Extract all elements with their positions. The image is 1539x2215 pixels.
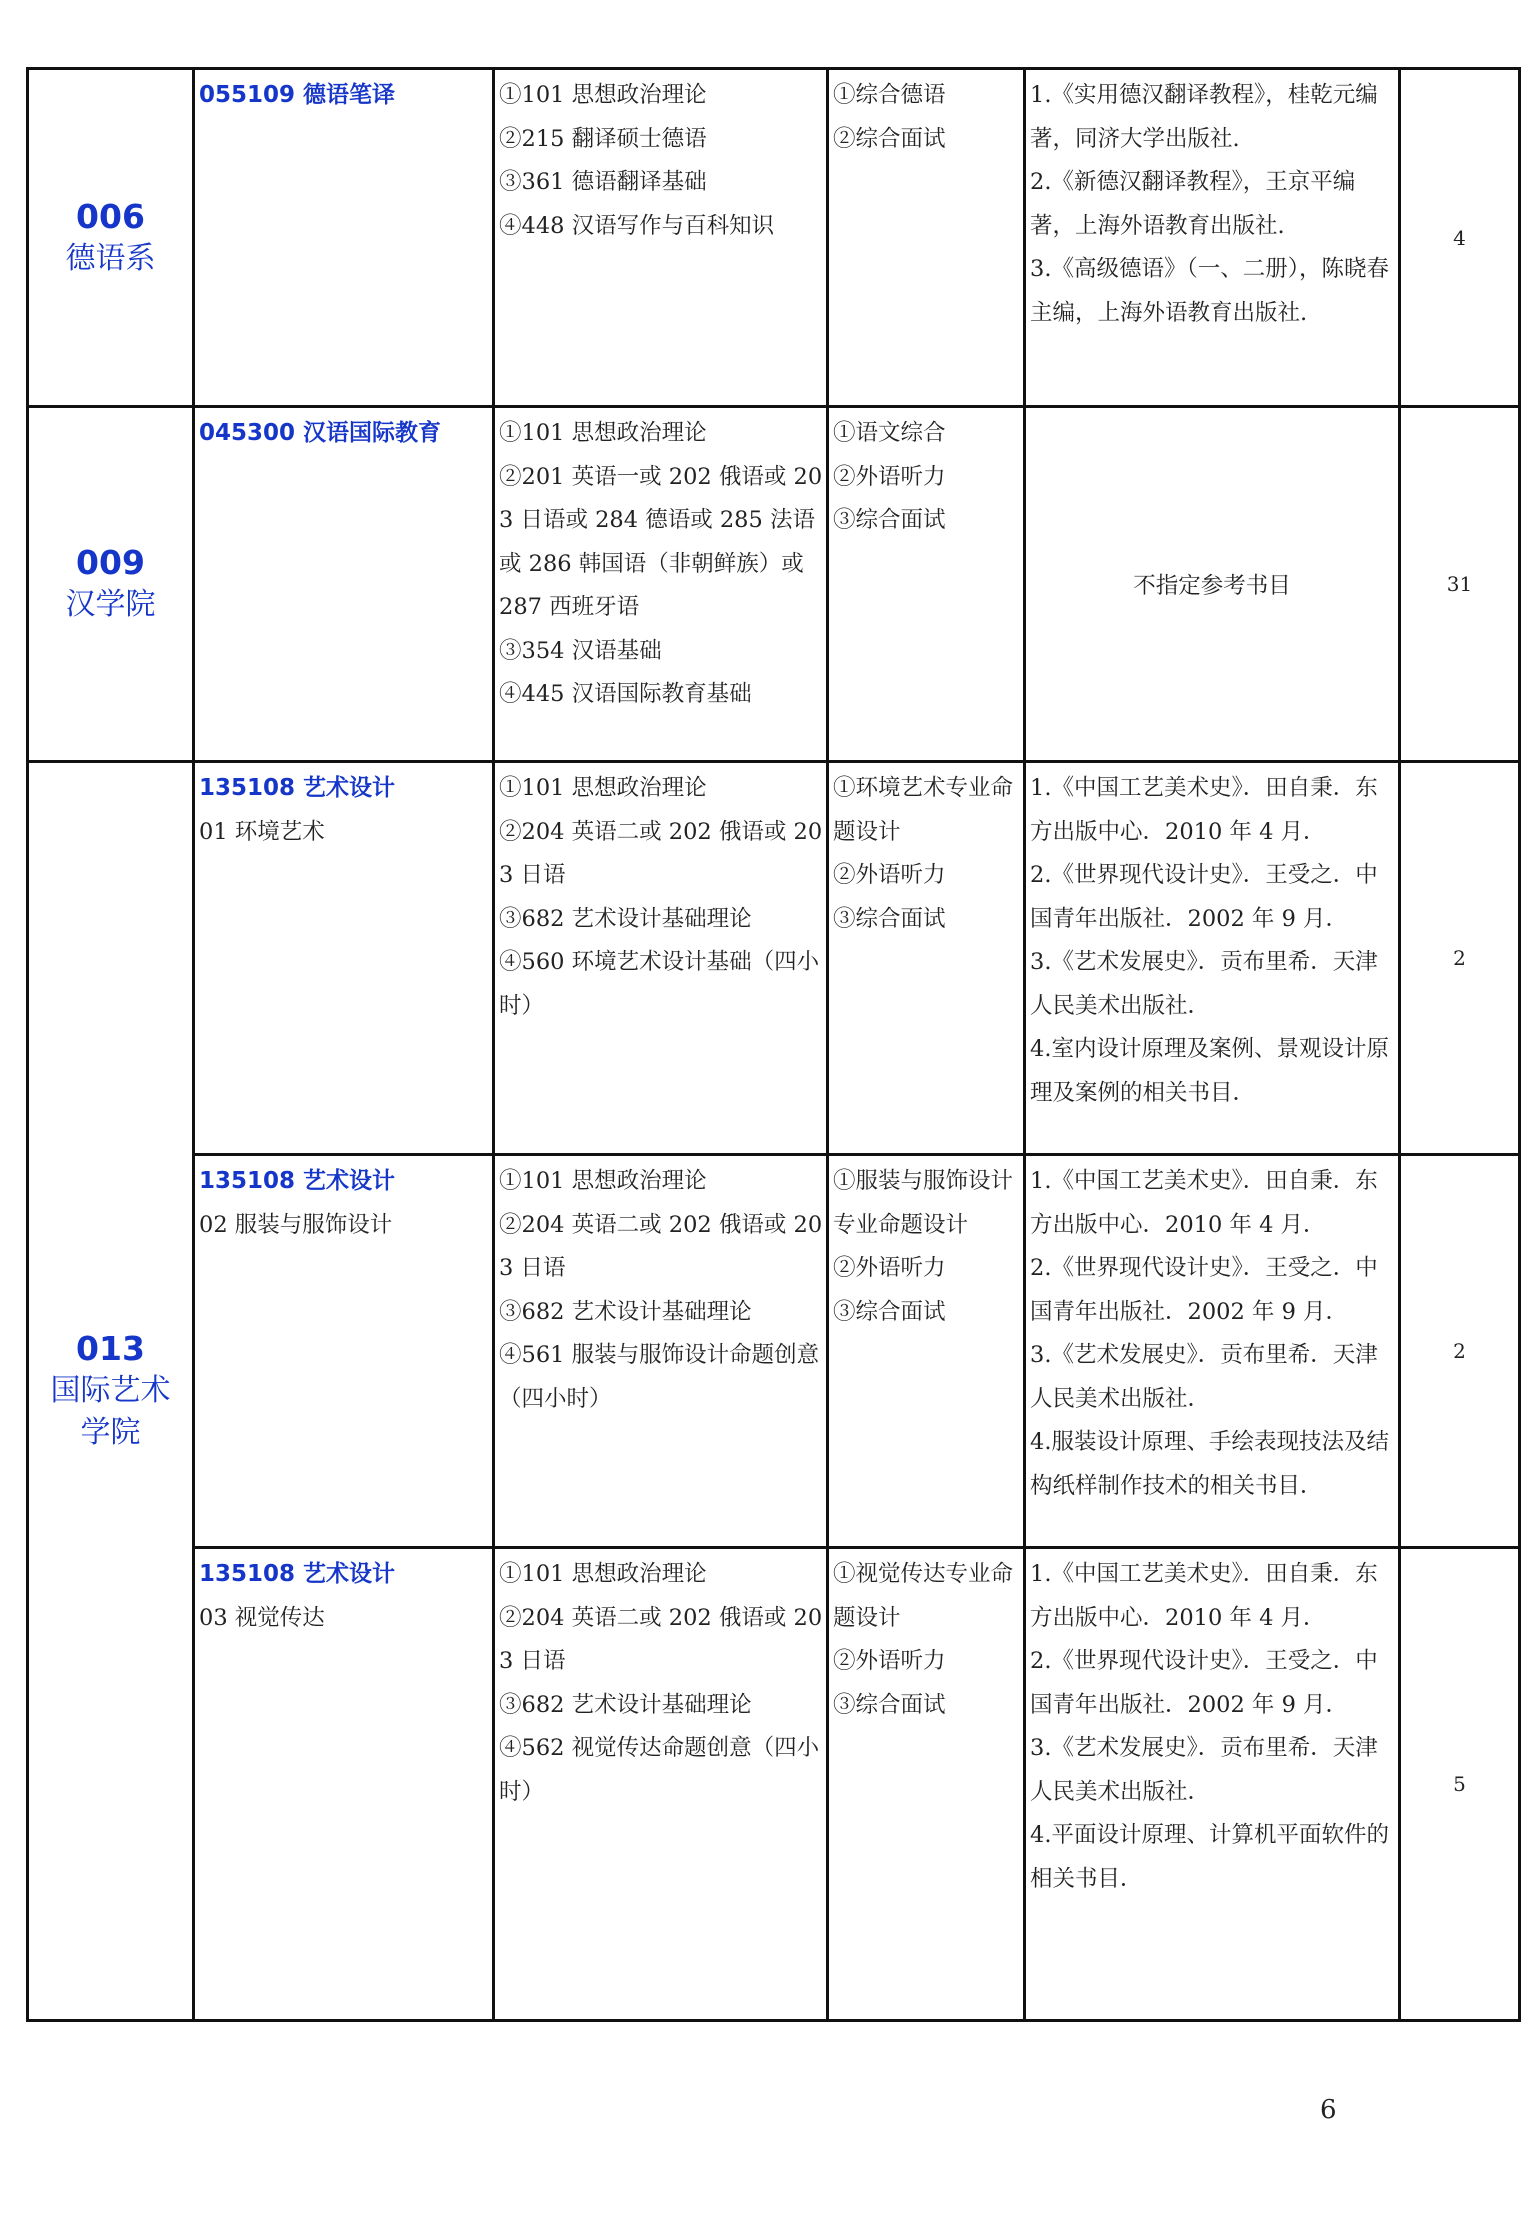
major-code: 135108 艺术设计 xyxy=(199,1168,396,1194)
table-row xyxy=(28,69,1520,407)
books-cell xyxy=(1025,1155,1400,1548)
subject-item: ②204 英语二或 202 俄语或 203 日语 xyxy=(499,818,823,888)
quota-cell: 2 xyxy=(1400,762,1520,1155)
book-item: 4.室内设计原理及案例、景观设计原理及案例的相关书目． xyxy=(1030,1036,1389,1106)
subject-item: ④445 汉语国际教育基础 xyxy=(499,681,752,707)
retest-cell xyxy=(828,762,1025,1155)
retest-item: ①环境艺术专业命题设计 xyxy=(833,775,1014,845)
subject-item: ③361 德语翻译基础 xyxy=(499,169,707,195)
page-number: 6 xyxy=(1320,2095,1337,2125)
book-item: 3.《艺术发展史》．贡布里希．天津人民美术出版社． xyxy=(1030,949,1378,1019)
book-item: 1.《中国工艺美术史》．田自秉．东方出版中心．2010 年 4 月． xyxy=(1030,1168,1378,1238)
subjects-cell xyxy=(494,1155,828,1548)
dept-code: 009 xyxy=(76,543,145,582)
subject-item: ②215 翻译硕士德语 xyxy=(499,125,707,152)
book-item: 3.《高级德语》（一、二册），陈晓春主编，上海外语教育出版社. xyxy=(1030,256,1389,326)
dept-name: 汉学院 xyxy=(65,587,156,622)
dept-name: 德语系 xyxy=(65,240,156,276)
subjects-cell xyxy=(494,1548,828,2021)
book-item: 1.《实用德汉翻译教程》，桂乾元编著，同济大学出版社. xyxy=(1030,82,1378,152)
subject-item: ④560 环境艺术设计基础（四小时） xyxy=(499,949,820,1019)
subject-item: ①101 思想政治理论 xyxy=(499,82,707,108)
retest-item: ③综合面试 xyxy=(833,507,946,533)
dept-name: 国际艺术学院 xyxy=(50,1373,171,1450)
subject-item: ④562 视觉传达命题创意（四小时） xyxy=(499,1735,820,1805)
major-direction: 01 环境艺术 xyxy=(199,818,325,845)
book-item: 2.《新德汉翻译教程》，王京平编著，上海外语教育出版社. xyxy=(1030,169,1356,239)
dept-cell xyxy=(28,407,194,762)
subject-item: ①101 思想政治理论 xyxy=(499,1168,707,1194)
books-cell xyxy=(1025,762,1400,1155)
subject-item: ②204 英语二或 202 俄语或 203 日语 xyxy=(499,1211,823,1281)
major-direction: 03 视觉传达 xyxy=(199,1604,325,1631)
dept-cell xyxy=(28,69,194,407)
admissions-table xyxy=(26,67,1521,2022)
retest-item: ③综合面试 xyxy=(833,905,946,932)
book-item: 3.《艺术发展史》．贡布里希．天津人民美术出版社． xyxy=(1030,1342,1378,1412)
subjects-cell xyxy=(494,407,828,762)
major-code: 135108 艺术设计 xyxy=(199,775,396,801)
dept-cell xyxy=(28,762,194,2021)
major-code: 135108 艺术设计 xyxy=(199,1561,396,1587)
books-note: 不指定参考书目 xyxy=(1025,407,1400,762)
retest-item: ③综合面试 xyxy=(833,1298,946,1325)
dept-code: 006 xyxy=(76,196,145,236)
table-row xyxy=(28,762,1520,1155)
subject-item: ③682 艺术设计基础理论 xyxy=(499,1298,752,1325)
retest-item: ③综合面试 xyxy=(833,1691,946,1718)
retest-item: ②外语听力 xyxy=(833,862,946,888)
table-row xyxy=(28,1548,1520,2021)
subject-item: ③354 汉语基础 xyxy=(499,637,662,664)
book-item: 1.《中国工艺美术史》．田自秉．东方出版中心．2010 年 4 月． xyxy=(1030,775,1378,845)
quota-cell: 5 xyxy=(1400,1548,1520,2021)
subject-item: ④561 服装与服饰设计命题创意（四小时） xyxy=(499,1342,820,1412)
retest-item: ②外语听力 xyxy=(833,463,946,490)
major-code: 055109 德语笔译 xyxy=(199,82,396,108)
subject-item: ②204 英语二或 202 俄语或 203 日语 xyxy=(499,1604,823,1674)
subject-item: ②201 英语一或 202 俄语或 203 日语或 284 德语或 285 法语或 286 韩国语（非朝鲜族）或 287 西班牙语 xyxy=(499,463,823,620)
subject-item: ③682 艺术设计基础理论 xyxy=(499,1691,752,1718)
retest-item: ①综合德语 xyxy=(833,82,946,108)
books-cell xyxy=(1025,1548,1400,2021)
book-item: 3.《艺术发展史》．贡布里希．天津人民美术出版社． xyxy=(1030,1735,1378,1805)
retest-cell xyxy=(828,69,1025,407)
subject-item: ④448 汉语写作与百科知识 xyxy=(499,212,775,239)
major-direction: 02 服装与服饰设计 xyxy=(199,1211,393,1238)
major-cell xyxy=(194,407,494,762)
quota-cell: 4 xyxy=(1400,69,1520,407)
book-item: 2.《世界现代设计史》．王受之．中国青年出版社．2002 年 9 月． xyxy=(1030,1648,1378,1718)
table-row xyxy=(28,407,1520,762)
retest-item: ②外语听力 xyxy=(833,1648,946,1674)
subject-item: ③682 艺术设计基础理论 xyxy=(499,905,752,932)
retest-item: ①语文综合 xyxy=(833,420,946,446)
major-code: 045300 汉语国际教育 xyxy=(199,420,442,446)
retest-item: ②综合面试 xyxy=(833,125,946,152)
retest-cell xyxy=(828,1548,1025,2021)
quota-cell: 2 xyxy=(1400,1155,1520,1548)
major-cell xyxy=(194,1548,494,2021)
major-cell xyxy=(194,1155,494,1548)
subject-item: ①101 思想政治理论 xyxy=(499,420,707,446)
dept-code: 013 xyxy=(76,1329,145,1368)
major-cell xyxy=(194,762,494,1155)
book-item: 2.《世界现代设计史》．王受之．中国青年出版社．2002 年 9 月． xyxy=(1030,1255,1378,1325)
retest-cell xyxy=(828,407,1025,762)
subjects-cell xyxy=(494,69,828,407)
book-item: 1.《中国工艺美术史》．田自秉．东方出版中心．2010 年 4 月． xyxy=(1030,1561,1378,1631)
table-row xyxy=(28,1155,1520,1548)
book-item: 4.服装设计原理、手绘表现技法及结构纸样制作技术的相关书目． xyxy=(1030,1429,1389,1499)
subject-item: ①101 思想政治理论 xyxy=(499,775,707,801)
book-item: 2.《世界现代设计史》．王受之．中国青年出版社．2002 年 9 月． xyxy=(1030,862,1378,932)
subjects-cell xyxy=(494,762,828,1155)
quota-cell: 31 xyxy=(1400,407,1520,762)
retest-item: ②外语听力 xyxy=(833,1255,946,1281)
books-cell xyxy=(1025,69,1400,407)
major-cell xyxy=(194,69,494,407)
subject-item: ①101 思想政治理论 xyxy=(499,1561,707,1587)
retest-item: ①视觉传达专业命题设计 xyxy=(833,1561,1014,1631)
retest-item: ①服装与服饰设计专业命题设计 xyxy=(833,1168,1014,1238)
book-item: 4.平面设计原理、计算机平面软件的相关书目． xyxy=(1030,1822,1389,1892)
retest-cell xyxy=(828,1155,1025,1548)
